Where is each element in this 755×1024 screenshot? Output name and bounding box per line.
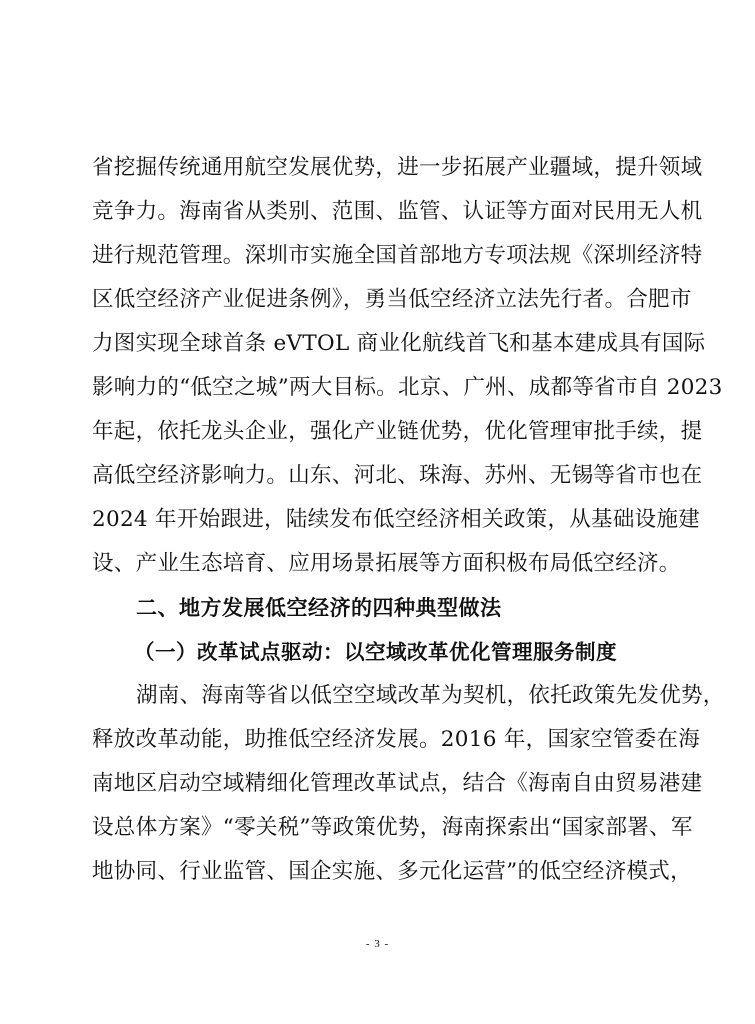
text-line: 省挖掘传统通用航空发展优势，进一步拓展产业疆域，提升领域	[92, 155, 703, 180]
text-line: 设、产业生态培育、应用场景拓展等方面积极布局低空经济。	[92, 551, 681, 576]
section-heading: 二、地方发展低空经济的四种典型做法	[136, 596, 502, 620]
subsection-heading: （一）改革试点驱动：以空域改革优化管理服务制度	[134, 640, 617, 664]
text-line: 竞争力。海南省从类别、范围、监管、认证等方面对民用无人机	[92, 199, 703, 224]
text-line: 高低空经济影响力。山东、河北、珠海、苏州、无锡等省市也在	[92, 463, 703, 488]
text-line: 年起，依托龙头企业，强化产业链优势，优化管理审批手续，提	[92, 419, 703, 444]
text-line: 南地区启动空域精细化管理改革试点，结合《海南自由贸易港建	[92, 771, 703, 796]
text-line: 区低空经济产业促进条例》，勇当低空经济立法先行者。合肥市	[92, 287, 692, 312]
text-line: 设总体方案》“零关税”等政策优势，海南探索出“国家部署、军	[92, 815, 693, 840]
text-line: 地协同、行业监管、国企实施、多元化运营”的低空经济模式，	[92, 859, 692, 884]
page-number: - 3 -	[365, 938, 390, 950]
text-line: 2024 年开始跟进，陆续发布低空经济相关政策，从基础设施建	[92, 507, 701, 532]
text-line: 影响力的“低空之城”两大目标。北京、广州、成都等省市自 2023	[92, 375, 723, 400]
text-line: 湖南、海南等省以低空空域改革为契机，依托政策先发优势，	[136, 683, 725, 708]
text-line: 释放改革动能，助推低空经济发展。2016 年，国家空管委在海	[92, 727, 701, 752]
text-line: 进行规范管理。深圳市实施全国首部地方专项法规《深圳经济特	[92, 243, 703, 268]
text-line: 力图实现全球首条 eVTOL 商业化航线首飞和基本建成具有国际	[92, 331, 706, 356]
